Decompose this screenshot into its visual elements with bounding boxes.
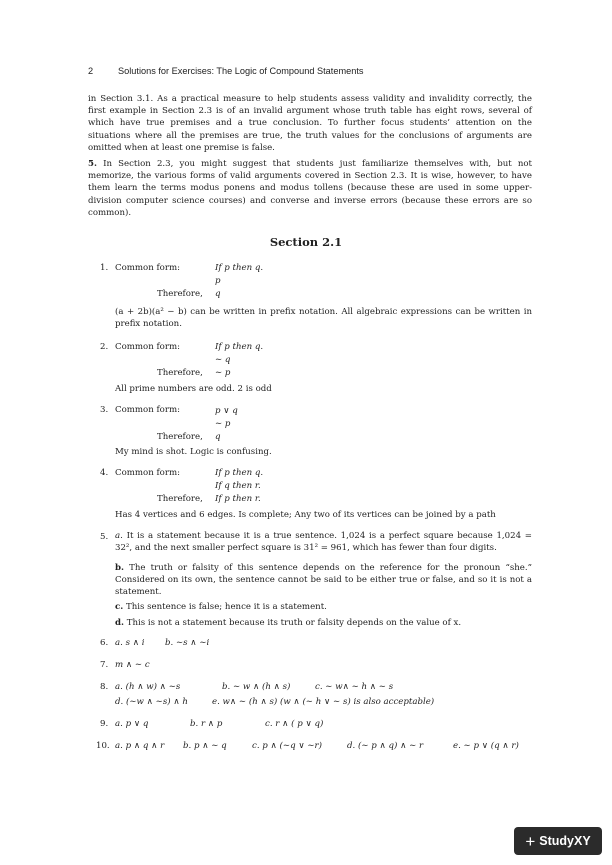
part-label: a. <box>115 531 123 541</box>
therefore-label: Therefore, <box>157 368 203 378</box>
answer-a: a. p ∨ q <box>115 719 149 729</box>
answer-d: d. (∼ p ∧ q) ∧ ∼ r <box>347 741 424 751</box>
conclusion-line: q <box>215 432 221 442</box>
conclusion-line: ∼ p <box>215 368 231 378</box>
exercise-note: Has 4 vertices and 6 edges. Is complete; Any two of its vertices can be joined by a path <box>115 510 496 520</box>
part-text: This sentence is false; hence it is a statement. <box>125 602 327 612</box>
premise-line: If p then q. <box>215 263 264 273</box>
studyxy-logo[interactable] <box>514 827 602 855</box>
answer-e: e. w∧ ∼ (h ∧ s) (w ∧ (∼ h ∨ ∼ s) is also acceptable) <box>212 697 435 707</box>
exercise-number: 3. <box>100 405 109 415</box>
exercise-note: (a + 2b)(a² − b) can be written in prefix notation. All algebraic expressions can be written in prefix notation. <box>115 307 532 330</box>
exercise-number: 1. <box>100 263 109 273</box>
exercise-number: 8. <box>100 682 109 692</box>
answer-c: c. r ∧ ( p ∨ q) <box>265 719 324 729</box>
exercise-number: 6. <box>100 638 109 648</box>
answer-b: b. p ∧ ∼ q <box>183 741 227 751</box>
exercise-note: My mind is shot. Logic is confusing. <box>115 447 272 457</box>
intro-paragraph: in Section 3.1. As a practical measure to help students assess validity and invalidity correctly, the first example in Section 2.3 is of an invalid argument whose truth table has eight rows, several of which have true premises and a true conclusion. To further focus students’ attention on the situations where all the premises are true, the truth values for the conclusions of arguments are omitted when at least one premise is false. <box>88 94 532 153</box>
premise-line: ∼ q <box>215 355 231 365</box>
part-c <box>115 601 532 613</box>
note-text: In Section 2.3, you might suggest that students just familiarize themselves with, but not memorize, the various forms of valid arguments covered in Section 2.3. It is wise, however, to have them learn the terms modus ponens and modus tollens (because these are used in some upper-division computer science courses) and converse and inverse errors (because these errors are so common). <box>88 159 533 218</box>
exercise-number: 4. <box>100 468 109 478</box>
common-form-label: Common form: <box>115 263 180 273</box>
therefore-label: Therefore, <box>157 494 203 504</box>
exercise-number: 10. <box>96 741 110 751</box>
answer-b: b. ∼s ∧ ∼i <box>165 638 210 648</box>
part-label: d. <box>115 618 125 628</box>
common-form-label: Common form: <box>115 468 180 478</box>
part-d <box>115 617 532 629</box>
running-header: Solutions for Exercises: The Logic of Compound Statements <box>118 66 364 76</box>
exercise-number: 2. <box>100 342 109 352</box>
answer-d: d. (∼w ∧ ∼s) ∧ h <box>115 697 188 707</box>
plus-icon: + <box>525 831 536 851</box>
part-a <box>115 530 532 554</box>
conclusion-line: If p then r. <box>215 494 261 504</box>
exercise-number: 5. <box>100 532 109 542</box>
part-label: b. <box>115 563 125 573</box>
therefore-label: Therefore, <box>157 432 203 442</box>
note-5-paragraph <box>88 158 532 219</box>
premise-line: p ∨ q <box>215 406 238 416</box>
note-number: 5. <box>88 159 97 169</box>
answer-a: a. s ∧ i <box>115 638 145 648</box>
answer-e: e. ∼ p ∨ (q ∧ r) <box>453 741 519 751</box>
answer: m ∧ ∼ c <box>115 660 150 670</box>
premise-line: If q then r. <box>215 481 261 491</box>
logo-text: StudyXY <box>539 834 591 848</box>
premise-line: ∼ p <box>215 419 231 429</box>
exercise-note: All prime numbers are odd. 2 is odd <box>115 384 272 394</box>
part-text: It is a statement because it is a true sentence. 1,024 is a perfect square because 1,024 = 32², and the next smaller perfect square is 31² = 961, which has fewer than four digits. <box>115 531 532 554</box>
common-form-label: Common form: <box>115 342 180 352</box>
answer-b: b. r ∧ p <box>190 719 223 729</box>
exercise-number: 9. <box>100 719 109 729</box>
common-form-label: Common form: <box>115 405 180 415</box>
answer-a: a. (h ∧ w) ∧ ∼s <box>115 682 181 692</box>
page-number: 2 <box>88 66 94 76</box>
answer-c: c. ∼ w∧ ∼ h ∧ ∼ s <box>315 682 394 692</box>
part-b <box>115 562 532 599</box>
answer-b: b. ∼ w ∧ (h ∧ s) <box>222 682 291 692</box>
answer-c: c. p ∧ (∼q ∨ ∼r) <box>252 741 323 751</box>
premise-line: If p then q. <box>215 468 264 478</box>
part-label: c. <box>115 602 124 612</box>
therefore-label: Therefore, <box>157 289 203 299</box>
conclusion-line: q <box>215 289 221 299</box>
answer-a: a. p ∧ q ∧ r <box>115 741 165 751</box>
exercise-number: 7. <box>100 660 109 670</box>
part-text: This is not a statement because its truth or falsity depends on the value of x. <box>126 618 462 628</box>
section-title: Section 2.1 <box>269 235 343 249</box>
premise-line: p <box>215 276 221 286</box>
premise-line: If p then q. <box>215 342 264 352</box>
part-text: The truth or falsity of this sentence depends on the reference for the pronoun “she.” Considered on its own, the sentence cannot be said to be either true or false, and so it is not a statement. <box>115 563 532 598</box>
